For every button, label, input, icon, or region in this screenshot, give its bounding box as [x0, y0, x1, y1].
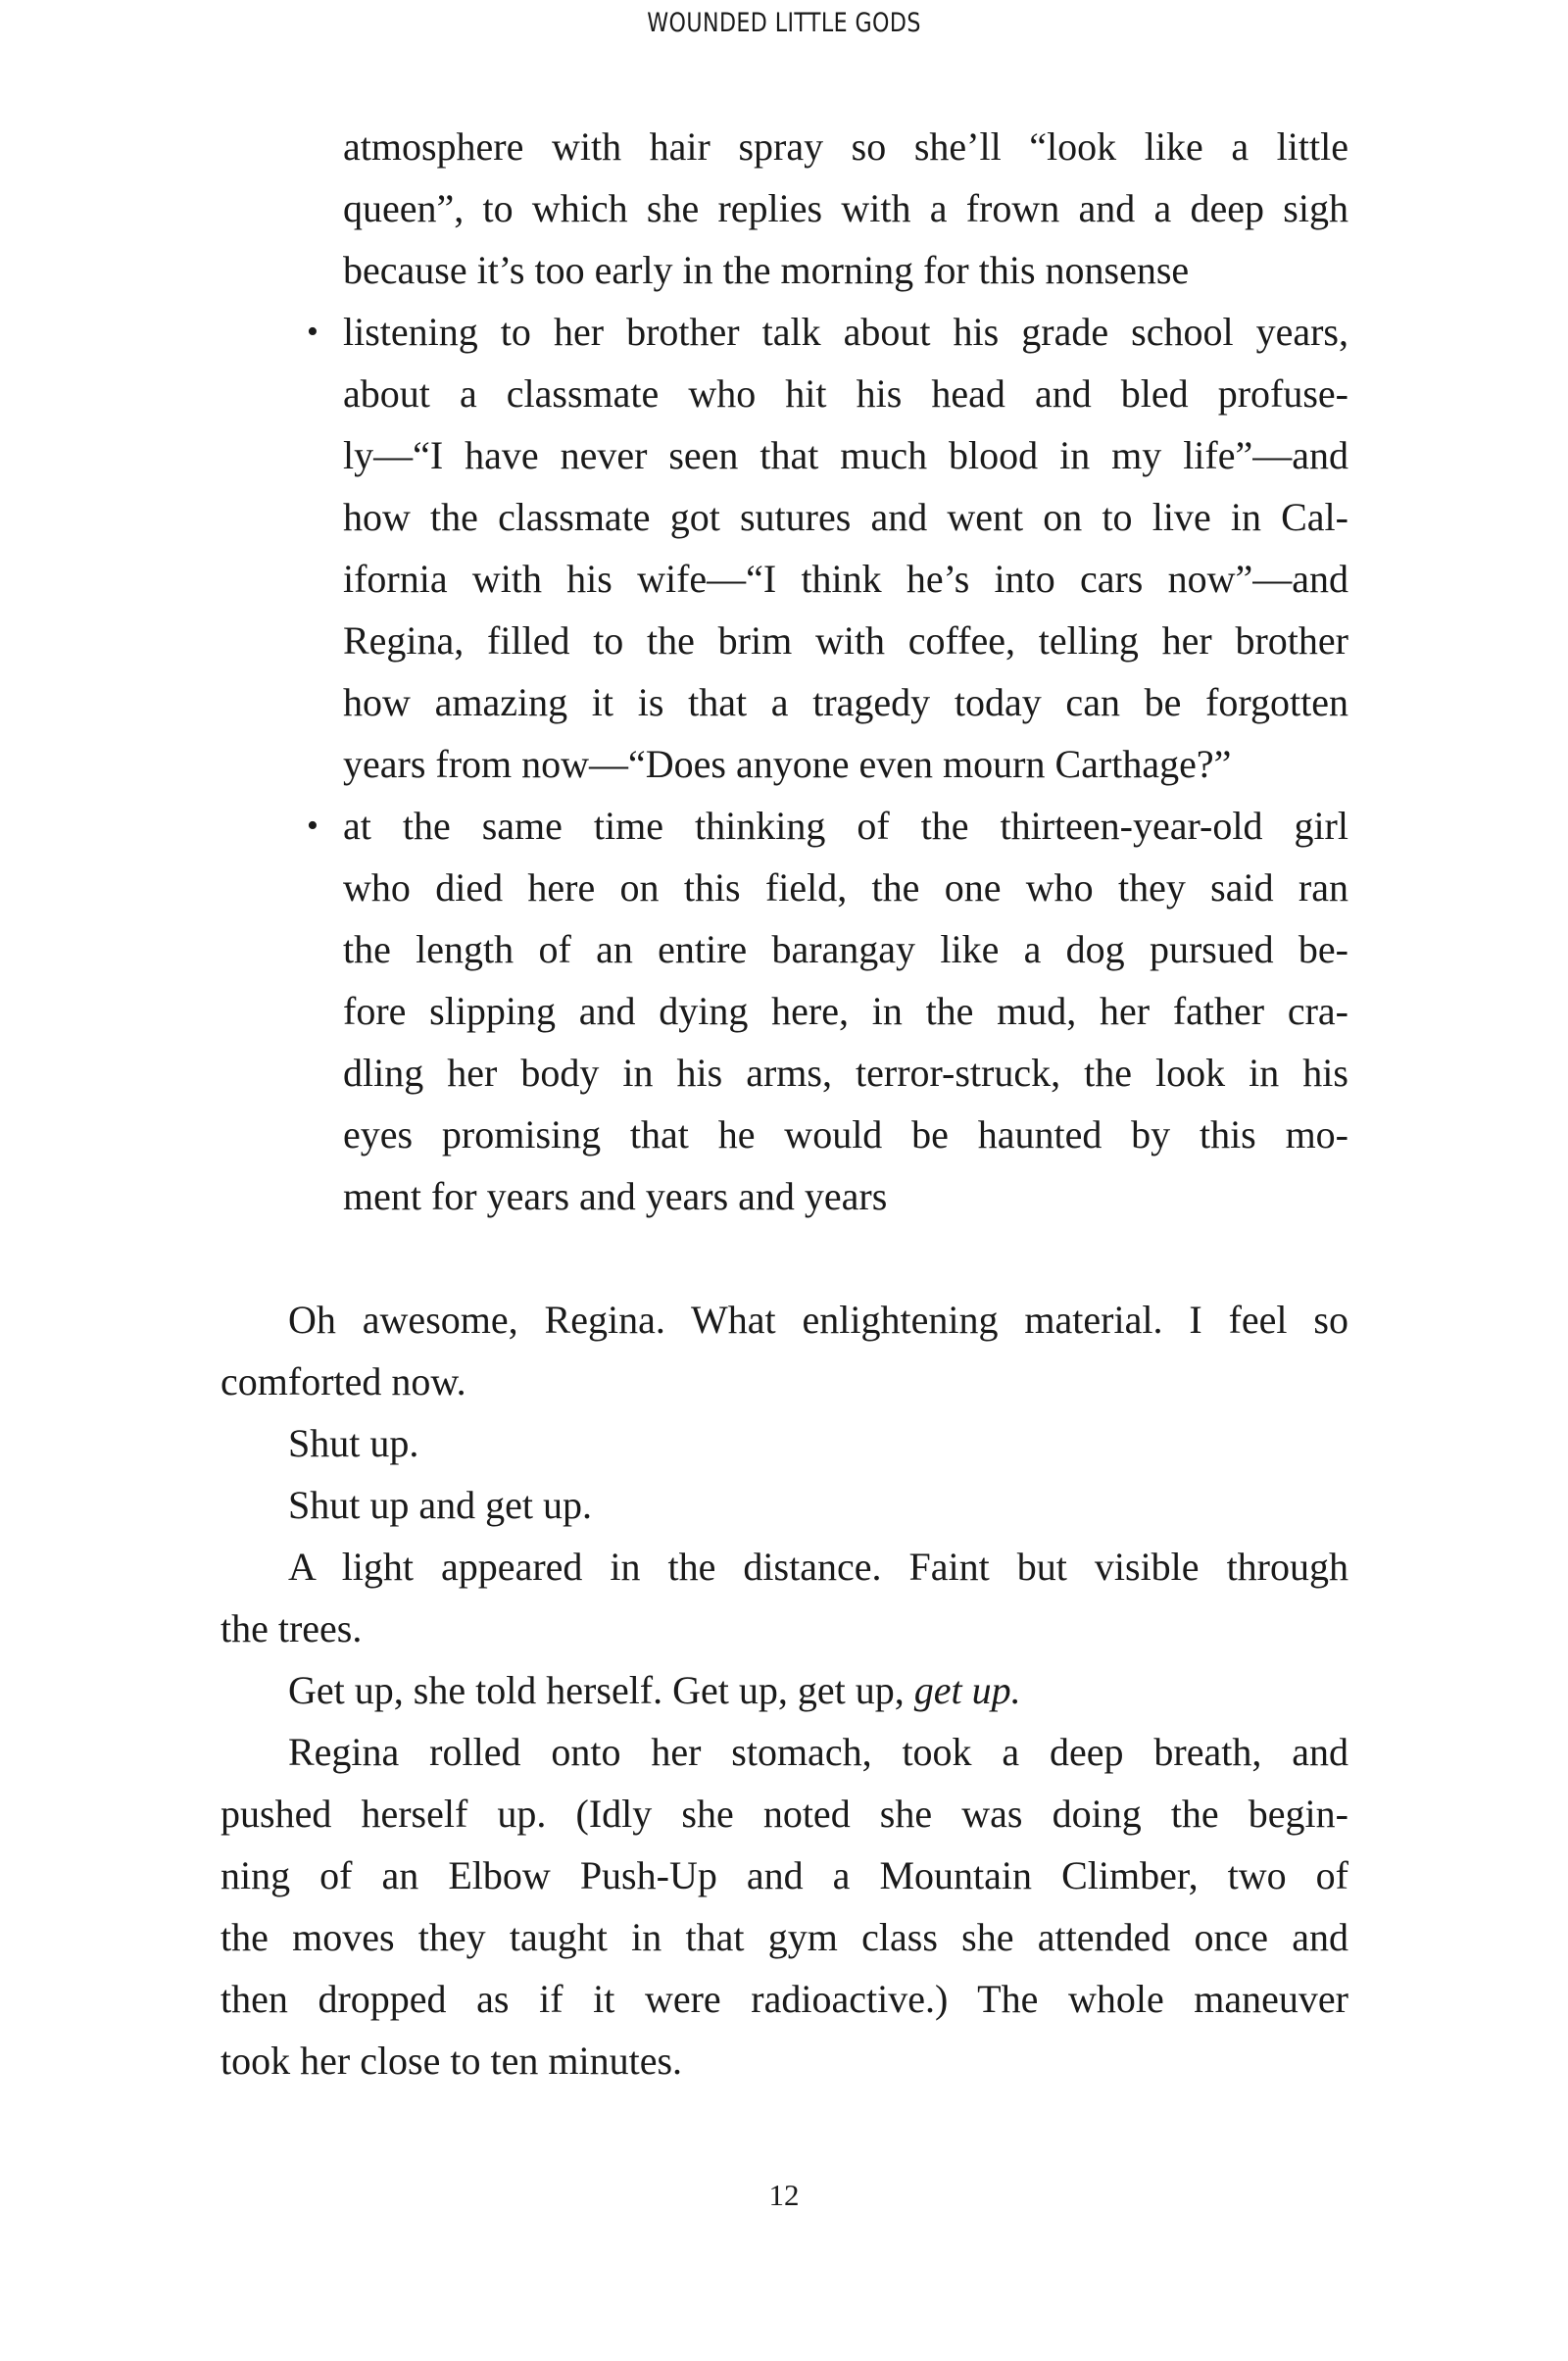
text-span: comforted now.: [220, 1359, 466, 1403]
text-line: [220, 1474, 1348, 1536]
paragraph: [220, 1289, 1348, 1412]
text-span: the trees.: [220, 1606, 363, 1650]
text-line: ifornia with his wife—“I think he’s into cars now”—and: [343, 557, 1348, 601]
section-gap: [220, 1227, 1348, 1289]
text-line: [220, 2030, 1348, 2091]
italic-emphasis: get up.: [913, 1668, 1021, 1712]
text-line: atmosphere with hair spray so she’ll “look like a little: [343, 124, 1348, 169]
text-span: Get up, she told herself. Get up, get up,: [288, 1668, 914, 1712]
text-line: at the same time thinking of the thirteen-year-old girl: [343, 804, 1348, 848]
paragraph: [220, 1536, 1348, 1659]
text-line: [220, 1659, 1348, 1721]
text-line: how amazing it is that a tragedy today can be forgotten: [343, 680, 1348, 724]
text-span: pushed herself up. (Idly she noted she was doing the begin-: [220, 1792, 1348, 1836]
paragraph: [220, 1412, 1348, 1474]
text-line: [220, 1783, 1348, 1845]
text-line: listening to her brother talk about his grade school years,: [343, 310, 1348, 354]
text-line: because it’s too early in the morning for this nonsense: [343, 248, 1190, 292]
text-line: who died here on this field, the one who they said ran: [343, 865, 1348, 910]
text-span: Regina rolled onto her stomach, took a deep breath, and: [288, 1730, 1348, 1774]
text-line: about a classmate who hit his head and bled profuse-: [343, 371, 1348, 416]
text-line: years from now—“Does anyone even mourn Carthage?”: [343, 742, 1232, 786]
text-span: ning of an Elbow Push-Up and a Mountain Climber, two of: [220, 1853, 1348, 1897]
text-line: the length of an entire barangay like a dog pursued be-: [343, 927, 1348, 971]
bullet-item: [220, 116, 1348, 301]
page-body: [220, 116, 1348, 2091]
text-span: then dropped as if it were radioactive.) The whole maneuver: [220, 1977, 1348, 2021]
text-span: Oh awesome, Regina. What enlightening material. I feel so: [288, 1298, 1348, 1342]
text-span: the moves they taught in that gym class she attended once and: [220, 1915, 1348, 1959]
text-span: took her close to ten minutes.: [220, 2039, 683, 2083]
text-line: ment for years and years and years: [343, 1174, 888, 1218]
text-line: queen”, to which she replies with a frown and a deep sigh: [343, 186, 1348, 230]
paragraph: [220, 1721, 1348, 2091]
paragraph: [220, 1474, 1348, 1536]
text-line: ly—“I have never seen that much blood in my life”—and: [343, 433, 1348, 477]
page-number: 12: [768, 2178, 800, 2212]
text-line: [220, 1968, 1348, 2030]
text-span: Shut up and get up.: [288, 1483, 592, 1527]
paragraph: [220, 1659, 1348, 1721]
paragraph-list: [220, 1289, 1348, 2091]
text-line: fore slipping and dying here, in the mud, her father cra-: [343, 989, 1348, 1033]
text-line: Regina, filled to the brim with coffee, telling her brother: [343, 618, 1348, 663]
text-line: [220, 1351, 1348, 1412]
text-line: [220, 1536, 1348, 1598]
bullet-icon: •: [307, 808, 318, 844]
bullet-item: [220, 795, 1348, 1227]
text-line: how the classmate got sutures and went on to live in Cal-: [343, 495, 1348, 539]
text-line: [220, 1598, 1348, 1659]
text-line: [220, 1845, 1348, 1906]
text-line: eyes promising that he would be haunted by this mo-: [343, 1112, 1348, 1156]
text-line: [220, 1906, 1348, 1968]
bullet-icon: •: [307, 314, 318, 350]
text-span: A light appeared in the distance. Faint but visible through: [288, 1545, 1348, 1589]
running-header-title: WOUNDED LITTLE GODS: [647, 8, 921, 38]
text-line: [220, 1721, 1348, 1783]
text-line: [220, 1289, 1348, 1351]
bullet-item: [220, 301, 1348, 795]
bullet-list: [220, 116, 1348, 1227]
text-line: [220, 1412, 1348, 1474]
text-line: dling her body in his arms, terror-struck, the look in his: [343, 1051, 1348, 1095]
text-span: Shut up.: [288, 1421, 419, 1465]
